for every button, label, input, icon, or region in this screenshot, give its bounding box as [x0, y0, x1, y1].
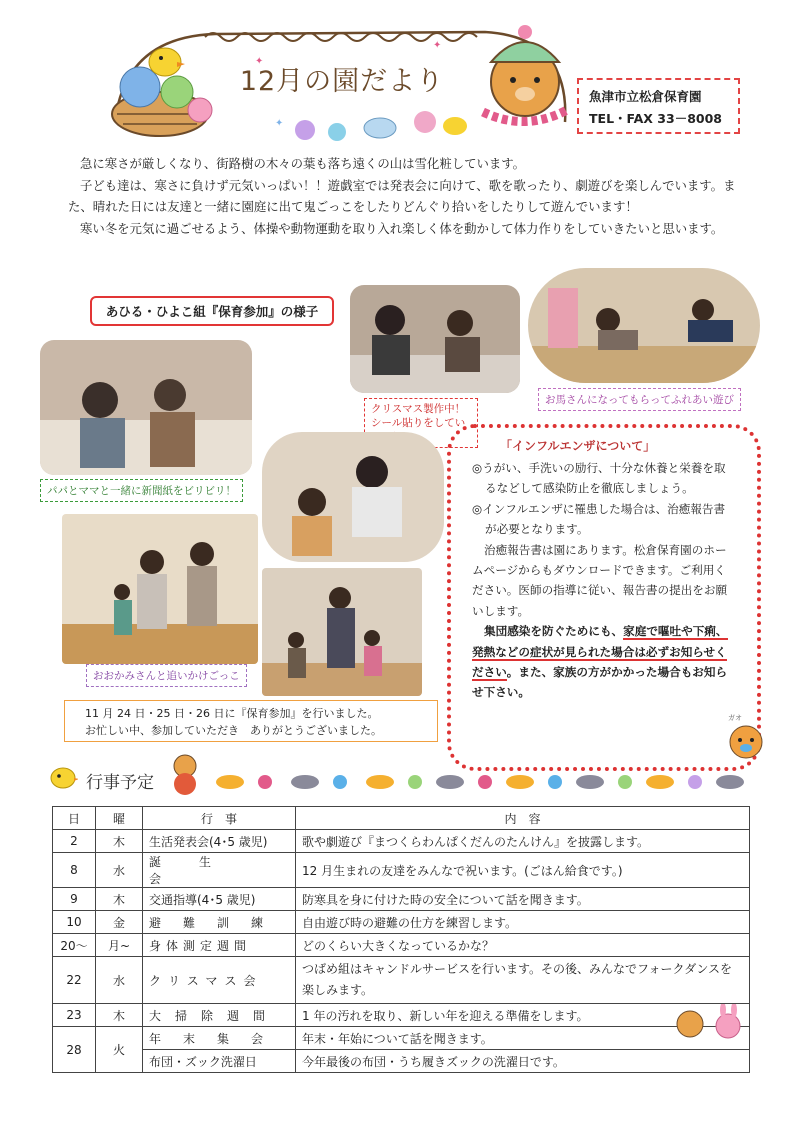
- cell-dow: 金: [96, 911, 143, 934]
- caption-wolf: おおかみさんと追いかけごっこ: [86, 664, 247, 687]
- cell-event: 年末集会: [143, 1027, 296, 1050]
- caption-christmas: クリスマス製作中！ シール貼りをしてい: [364, 398, 478, 448]
- cell-day: 10: [53, 911, 96, 934]
- cell-event: 布団・ズック洗濯日: [143, 1050, 296, 1073]
- participation-thanks-note: [64, 700, 438, 742]
- note-line: 11 月 24 日・25 日・26 日に『保育参加』を行いました。: [85, 707, 379, 720]
- flu-warning-emphasis: 家庭で嘔吐や下痢、発熱などの症状が見られた場合は必ずお知らせください: [472, 624, 728, 680]
- flu-warning-lead: 集団感染を防ぐためにも、: [484, 624, 624, 639]
- cell-dow: 木: [96, 888, 143, 911]
- cats-yarn-border: [210, 768, 758, 792]
- flu-warning: [472, 621, 734, 703]
- flu-item: ◎インフルエンザに罹患した場合は、治癒報告書が必要となります。: [472, 501, 726, 537]
- cell-content: 年末・年始について話を聞きます。: [296, 1027, 750, 1050]
- intro-paragraph: 急に寒さが厳しくなり、街路樹の木々の葉も落ち遠くの山は雪化粧しています。: [80, 156, 526, 171]
- col-header-day: 日: [53, 807, 96, 830]
- cell-day: 28: [53, 1027, 96, 1073]
- cell-content: どのくらい大きくなっているかな？: [296, 934, 750, 957]
- table-row: [53, 1027, 750, 1050]
- bear-sound-text: ガオ: [728, 714, 742, 722]
- school-name: 魚津市立松倉保育園: [589, 89, 702, 104]
- cell-content: 歌や劇遊び『まつくらわんぱくだんのたんけん』を披露します。: [296, 830, 750, 853]
- svg-text:✦: ✦: [433, 40, 442, 51]
- table-row: [53, 934, 750, 957]
- flu-detail: 治癒報告書は園にあります。松倉保育園のホームページからもダウンロードできます。ご利用ください。医師の指導に従い、報告書の提出をお願いします。: [472, 542, 728, 618]
- cell-event: 交通指導(4･5 歳児): [143, 888, 296, 911]
- col-header-event: 行 事: [143, 807, 296, 830]
- caption-newspaper: パパとママと一緒に新聞紙をビリビリ！: [40, 479, 243, 502]
- note-line: お忙しい中、参加していただき ありがとうございました。: [85, 724, 382, 737]
- table-row: [53, 853, 750, 888]
- page-title: 12月の園だより: [239, 65, 445, 97]
- cell-content: 防寒具を身に付けた時の安全について話を聞きます。: [296, 888, 750, 911]
- flu-warning-tail: 。また、家族の方がかかった場合もお知らせ下さい。: [472, 665, 728, 700]
- cell-content: つばめ組はキャンドルサービスを行います。その後、みんなでフォークダンスを楽しみます。: [296, 957, 750, 1004]
- cell-dow: 木: [96, 830, 143, 853]
- col-header-content: 内 容: [296, 807, 750, 830]
- cell-event: 身体測定週間: [143, 934, 296, 957]
- intro-paragraph: 寒い冬を元気に過ごせるよう、体操や動物運動を取り入れ楽しく体を動かして体力作りをしていきたいと思います。: [80, 220, 724, 236]
- cell-day: 23: [53, 1004, 96, 1027]
- svg-text:✦: ✦: [255, 56, 264, 67]
- photo-wolf: [62, 514, 258, 664]
- cell-dow: 月~: [96, 934, 143, 957]
- cell-dow: 水: [96, 853, 143, 888]
- col-header-dow: 曜: [96, 807, 143, 830]
- cell-dow: 木: [96, 1004, 143, 1027]
- table-header-row: [53, 807, 750, 830]
- cell-event: クリスマス会: [143, 957, 296, 1004]
- table-row: [53, 911, 750, 934]
- table-row: [53, 957, 750, 1004]
- bear-rabbit-icon: [668, 1004, 752, 1044]
- cell-event: 生活発表会(4･5 歳児): [143, 830, 296, 853]
- cell-day: 9: [53, 888, 96, 911]
- bear-yarn-icon: [165, 752, 205, 796]
- table-row: [53, 1050, 750, 1073]
- photo-walk: [262, 568, 422, 696]
- cell-dow: 水: [96, 957, 143, 1004]
- flu-item: ◎うがい、手洗いの励行、十分な休養と栄養を取るなどして感染防止を徹底しましょう。: [472, 461, 726, 496]
- cell-day: 22: [53, 957, 96, 1004]
- caption-horse: お馬さんになってもらってふれあい遊び: [538, 388, 741, 411]
- photo-horse: [528, 268, 760, 383]
- cell-event: 大掃除週間: [143, 1004, 296, 1027]
- intro-text: [68, 153, 738, 239]
- school-info-box: [577, 78, 740, 134]
- cell-content: 1 年の汚れを取り、新しい年を迎える準備をします。: [296, 1004, 750, 1027]
- cell-content: 今年最後の布団・うち履きズックの洗濯日です。: [296, 1050, 750, 1073]
- bear-icon: [724, 712, 768, 762]
- photo-sticker: [262, 432, 444, 562]
- participation-heading: あひる・ひよこ組『保育参加』の様子: [90, 296, 334, 326]
- cell-event: 避難訓練: [143, 911, 296, 934]
- school-tel: TEL・FAX 33－8008: [589, 111, 722, 126]
- cell-content: 自由遊び時の避難の仕方を練習します。: [296, 911, 750, 934]
- cell-day: 2: [53, 830, 96, 853]
- photo-christmas: [350, 285, 520, 393]
- events-table: [52, 806, 750, 1073]
- flu-body: [472, 458, 734, 703]
- svg-text:✦: ✦: [275, 118, 284, 129]
- table-row: [53, 888, 750, 911]
- table-row: [53, 830, 750, 853]
- photo-newspaper: [40, 340, 252, 475]
- table-row: [53, 1004, 750, 1027]
- intro-paragraph: 子ども達は、寒さに負けず元気いっぱい！！遊戯室では発表会に向けて、歌を歌ったり、劇遊びを楽しんでいます。また、晴れた日には友達と一緒に園庭に出て鬼ごっこをしたりどんぐり拾いをしたりして遊んでいます！: [68, 177, 736, 214]
- cell-event: 誕生会: [143, 853, 296, 888]
- flu-title: 「インフルエンザについて」: [500, 439, 656, 453]
- cell-dow: 火: [96, 1027, 143, 1073]
- cell-content: 12 月生まれの友達をみんなで祝います。(ごはん給食です。): [296, 853, 750, 888]
- events-title: 行事予定: [86, 773, 154, 793]
- cell-day: 20～: [53, 934, 96, 957]
- cell-day: 8: [53, 853, 96, 888]
- chick-icon: [48, 764, 78, 790]
